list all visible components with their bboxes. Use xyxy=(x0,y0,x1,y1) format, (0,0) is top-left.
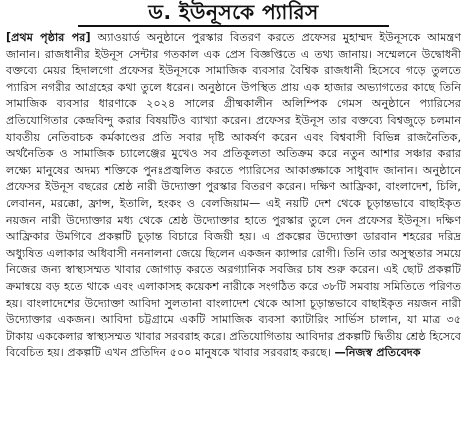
article-headline: ড. ইউনূসকে প্যারিস xyxy=(78,0,389,27)
headline-container xyxy=(6,0,461,27)
continued-from-label: [প্রথম পৃষ্ঠার পর] xyxy=(6,31,91,44)
article-byline: —নিজস্ব প্রতিবেদক xyxy=(334,346,421,360)
article-body-text: অ্যাওয়ার্ড অনুষ্ঠানে পুরস্কার বিতরণ করতে প্রফেসর মুহাম্মদ ইউনূসকে আমন্ত্রণ জানান। রাজধানীর ইউনূস সেন্টার গতকাল এক প্রেস বিজ্ঞপ্তিতে এ তথ্য জানায়। সম্মেলনে উদ্বোধনী বক্তব্যে মেয়র হিদালগো প্রফেসর ইউনূসকে সামাজিক ব্যবসার বৈশ্বিক রাজধানী হিসেবে গড়ে তুলতে প্যারিস নগরীর আগ্রহের কথা তুলে ধরেন। অনুষ্ঠানে উপস্থিত প্রায় এক হাজার অভ্যাগতের কাছে তিনি সামাজিক ব্যবসার ধারণাকে ২০২৪ সালের গ্রীষ্মকালীন অলিম্পিক গেমস অনুষ্ঠানে প্যারিসের প্রতিযোগিতার কেন্দ্রবিন্দু করার বিষয়টিও ব্যাখ্যা করেন। প্রফেসর ইউনূস তার বক্তব্যে বিশ্বজুড়ে চলমান যাবতীয় নেতিবাচক কর্মকাণ্ডের প্রতি সবার দৃষ্টি আকর্ষণ করেন এবং বিশ্ববাসী বিভিন্ন রাজনৈতিক, অর্থনৈতিক ও সামাজিক চ্যালেঞ্জের মুখেও সব প্রতিকূলতা অতিক্রম করে নতুন আশার সঞ্চার করার লক্ষ্যে মানুষের অদম্য শক্তিকে পুনঃপ্রজ্বলিত করতে প্যারিসের আকাঙ্ক্ষাকে সাধুবাদ জানান। অনুষ্ঠানে প্রফেসর ইউনূস বছরের শ্রেষ্ঠ নারী উদ্যোক্তা পুরস্কার বিতরণ করেন। দক্ষিণ আফ্রিকা, বাংলাদেশ, চিলি, লেবানন, মরক্কো, ফ্রান্স, ইতালি, হংকং ও বেলজিয়াম— এই নয়টি দেশ থেকে চূড়ান্তভাবে বাছাইকৃত নয়জন নারী উদ্যোক্তার মধ্য থেকে শ্রেষ্ঠ উদ্যোক্তার হাতে পুরস্কার তুলে দেন প্রফেসর ইউনূস। দক্ষিণ আফ্রিকার উমগিবে প্রকল্পটি চূড়ান্ত বিচারে বিজয়ী হয়। এ প্রকল্পের উদ্যোক্তা ডারবান শহরের দরিদ্র অধ্যুষিত এলাকার অধিবাসী নননালনা জেয়ে ছিলেন একজন ক্যান্সার রোগী। তিনি তার অসুস্থতার সময়ে নিজের জন্য স্বাস্থ্যসম্মত খাবার জোগাড় করতে অরগ্যানিক সবজির চাষ শুরু করেন। এই ছোট প্রকল্পটি ক্রমান্বয়ে বড় হতে থাকে এবং এলাকাসহ কয়েকশ নারীকে সংগঠিত করে ৩৮টি সমবায় সমিতিতে পরিণত হয়। বাংলাদেশের উদ্যোক্তা আবিদা সুলতানা বাংলাদেশ থেকে আসা চূড়ান্তভাবে বাছাইকৃত নয়জন নারী উদ্যোক্তার একজন। আবিদা চট্টগ্রামে একটি সামাজিক ব্যবসা ক্যাটারিং সার্ভিস চালান, যা মাত্র ৩৫ টাকায় এককেলার স্বাস্থ্যসম্মত খাবার সরবরাহ করে। প্রতিযোগিতায় আবিদার প্রকল্পটি দ্বিতীয় শ্রেষ্ঠ হিসেবে বিবেচিত হয়। প্রকল্পটি এখন প্রতিদিন ৫০০ মানুষকে খাবার সরবরাহ করছে। xyxy=(6,31,461,360)
article-body xyxy=(6,30,461,362)
